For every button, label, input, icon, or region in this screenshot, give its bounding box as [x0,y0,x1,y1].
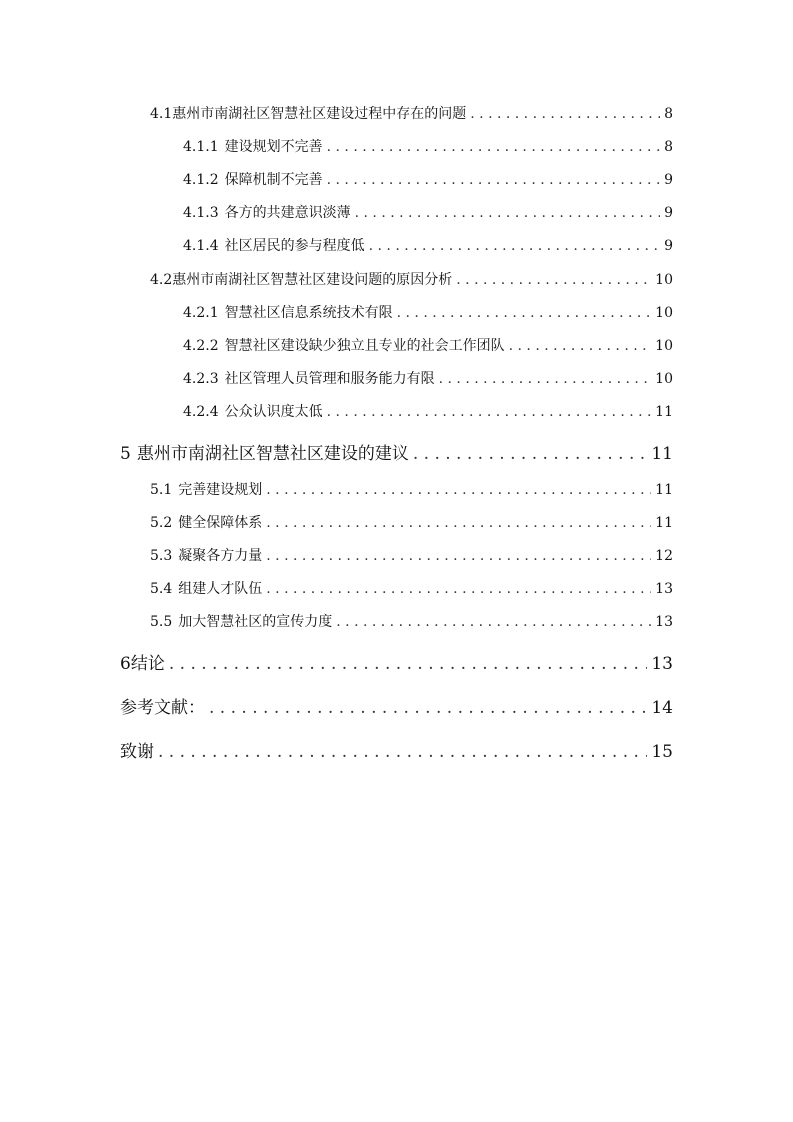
toc-leader [327,172,660,188]
toc-number: 5.3 [150,548,173,564]
toc-title: 结论 [130,654,165,674]
toc-leader [169,654,648,674]
toc-number: 4.1.4 [183,238,219,254]
toc-page-number: 15 [651,742,673,762]
toc-entry-4-2[interactable] [150,269,673,289]
toc-number: 4.2.2 [183,338,219,354]
toc-title: 组建人才队伍 [178,581,263,597]
toc-entry-4-2-3[interactable] [183,368,673,388]
toc-entry-5-1[interactable] [150,479,673,499]
toc-title: 公众认识度太低 [224,404,323,420]
toc-page-number: 10 [655,305,673,321]
toc-leader [336,614,651,630]
toc-number: 5 [120,444,131,464]
toc-entry-4-2-4[interactable] [183,401,673,421]
toc-title: 完善建设规划 [178,482,263,498]
toc-entry-5-3[interactable] [150,545,673,565]
toc-number: 4.1.3 [183,205,219,221]
toc-page-number: 11 [655,515,673,531]
toc-entry-4-1-4[interactable] [183,235,673,255]
toc-page-number: 9 [664,205,673,221]
toc-entry-4-1-1[interactable] [183,136,673,156]
toc-leader [355,205,660,221]
toc-leader [397,305,652,321]
toc-entry-5-2[interactable] [150,512,673,532]
toc-number: 5.2 [150,515,173,531]
toc-entry-4-1-3[interactable] [183,202,673,222]
toc-leader [266,515,651,531]
toc-leader [413,444,648,464]
toc-page-number: 11 [655,404,673,420]
toc-title: 凝聚各方力量 [178,548,263,564]
toc-leader [266,548,651,564]
toc-number: 4.1.2 [183,172,219,188]
toc-entry-5-5[interactable] [150,611,673,631]
toc-title: 各方的共建意识淡薄 [224,205,351,221]
toc-entry-4-1-2[interactable] [183,169,673,189]
toc-number: 4.2.4 [183,404,219,420]
toc-leader [209,698,647,718]
toc-number: 6 [120,654,131,674]
toc-number: 4.2.3 [183,371,219,387]
toc-leader [439,371,652,387]
toc-entry-5[interactable] [120,439,673,464]
toc-entry-6[interactable] [120,649,673,674]
toc-page-number: 9 [664,238,673,254]
toc-leader [509,338,652,354]
toc-page-number: 11 [651,444,673,464]
toc-leader [456,272,651,288]
toc-leader [369,238,660,254]
toc-leader [158,742,647,762]
toc-entry-acknowledgements[interactable] [120,737,673,762]
toc-number: 4.1.1 [183,139,219,155]
toc-entry-4-1[interactable] [150,103,673,123]
toc-page-number: 12 [655,548,673,564]
toc-number: 5.1 [150,482,173,498]
toc-entry-4-2-2[interactable] [183,335,673,355]
toc-title: 社区居民的参与程度低 [224,238,365,254]
toc-number: 4.2 [150,272,173,288]
toc-number: 5.4 [150,581,173,597]
toc-page-number: 10 [655,338,673,354]
toc-title: 加大智慧社区的宣传力度 [178,614,333,630]
toc-title: 致谢 [120,742,154,762]
toc-page-number: 13 [651,654,673,674]
toc-page-number: 8 [664,139,673,155]
toc-page-number: 14 [651,698,673,718]
toc-entry-references[interactable] [120,693,673,718]
toc-entry-4-2-1[interactable] [183,302,673,322]
toc-page-number: 13 [655,614,673,630]
toc-page-number: 8 [664,106,673,122]
toc-leader [327,404,652,420]
toc-page-number: 10 [655,272,673,288]
toc-leader [327,139,660,155]
toc-title: 社区管理人员管理和服务能力有限 [224,371,435,387]
toc-title: 健全保障体系 [178,515,263,531]
toc-title: 保障机制不完善 [224,172,323,188]
toc-title: 惠州市南湖社区智慧社区建设的建议 [136,444,409,464]
toc-page-number: 11 [655,482,673,498]
toc-leader [470,106,660,122]
toc-leader [266,581,651,597]
toc-page-number: 13 [655,581,673,597]
toc-number: 4.1 [150,106,173,122]
toc-title: 建设规划不完善 [224,139,323,155]
toc-title: 参考文献： [120,698,205,718]
toc-title: 惠州市南湖社区智慧社区建设问题的原因分析 [172,272,453,288]
toc-title: 智慧社区建设缺少独立且专业的社会工作团队 [224,338,505,354]
toc-page-number: 10 [655,371,673,387]
toc-page-number: 9 [664,172,673,188]
toc-number: 5.5 [150,614,173,630]
toc-entry-5-4[interactable] [150,578,673,598]
toc-number: 4.2.1 [183,305,219,321]
toc-leader [266,482,651,498]
toc-title: 智慧社区信息系统技术有限 [224,305,393,321]
toc-title: 惠州市南湖社区智慧社区建设过程中存在的问题 [172,106,467,122]
